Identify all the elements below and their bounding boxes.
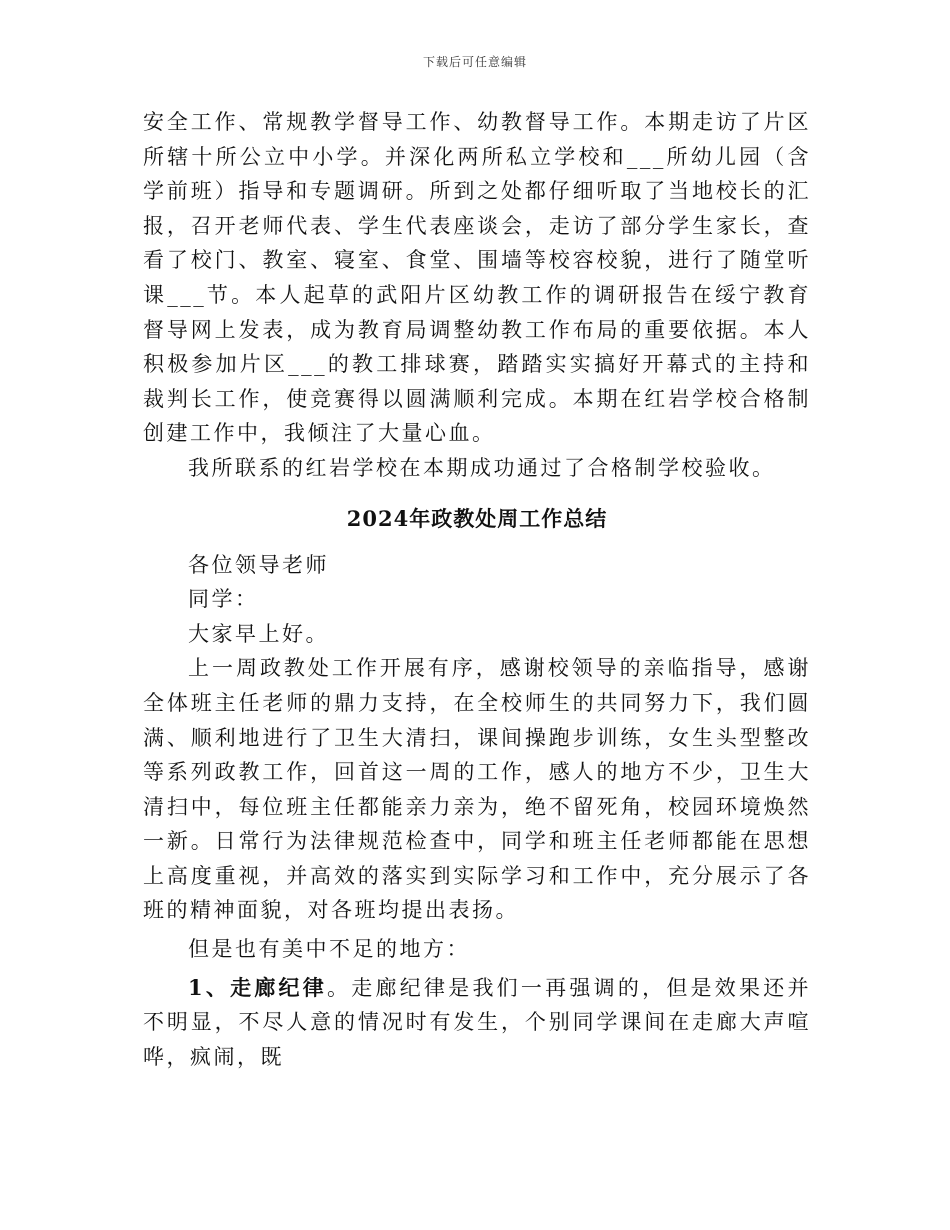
- paragraph-continued-report: 安全工作、常规教学督导工作、幼教督导工作。本期走访了片区所辖十所公立中小学。并深化两所私立学校和___所幼儿园（含学前班）指导和专题调研。所到之处都仔细听取了当地校长的汇报，召开老师代表、学生代表座谈会，走访了部分学生家长，查看了校门、教室、寝室、食堂、围墙等校容校貌，进行了随堂听课___节。本人起草的武阳片区幼教工作的调研报告在绥宁教育督导网上发表，成为教育局调整幼教工作布局的重要依据。本人积极参加片区___的教工排球赛，踏踏实实搞好开幕式的主持和裁判长工作，使竞赛得以圆满顺利完成。本期在红岩学校合格制创建工作中，我倾注了大量心血。: [143, 110, 811, 446]
- paragraph-item-1: [143, 971, 811, 1075]
- paragraph-week-summary: 上一周政教处工作开展有序，感谢校领导的亲临指导，感谢全体班主任老师的鼎力支持，在全校师生的共同努力下，我们圆满、顺利地进行了卫生大清扫，课间操跑步训练，女生头型整改等系列政教工作，回首这一周的工作，感人的地方不少，卫生大清扫中，每位班主任都能亲力亲为，绝不留死角，校园环境焕然一新。日常行为法律规范检查中，同学和班主任老师都能在思想上高度重视，并高效的落实到实际学习和工作中，充分展示了各班的精神面貌，对各班均提出表扬。: [143, 656, 811, 923]
- salutation-students: 同学：: [188, 587, 259, 612]
- section-title: 2024年政教处周工作总结: [346, 505, 608, 531]
- greeting: 大家早上好。: [188, 621, 329, 646]
- page-header: 下载后可任意编辑: [422, 55, 527, 69]
- item-1-heading: 1、走廊纪律: [188, 974, 328, 1000]
- item-1-text: 。走廊纪律是我们一再强调的，但是效果还并不明显，不尽人意的情况时有发生，个别同学课间在走廊大声喧哗，疯闹，既: [143, 975, 811, 1069]
- salutation-leaders: 各位领导老师: [188, 552, 329, 577]
- paragraph-acceptance: 我所联系的红岩学校在本期成功通过了合格制学校验收。: [188, 455, 776, 480]
- paragraph-shortcomings: 但是也有美中不足的地方：: [188, 937, 470, 962]
- document-body: [143, 105, 811, 1074]
